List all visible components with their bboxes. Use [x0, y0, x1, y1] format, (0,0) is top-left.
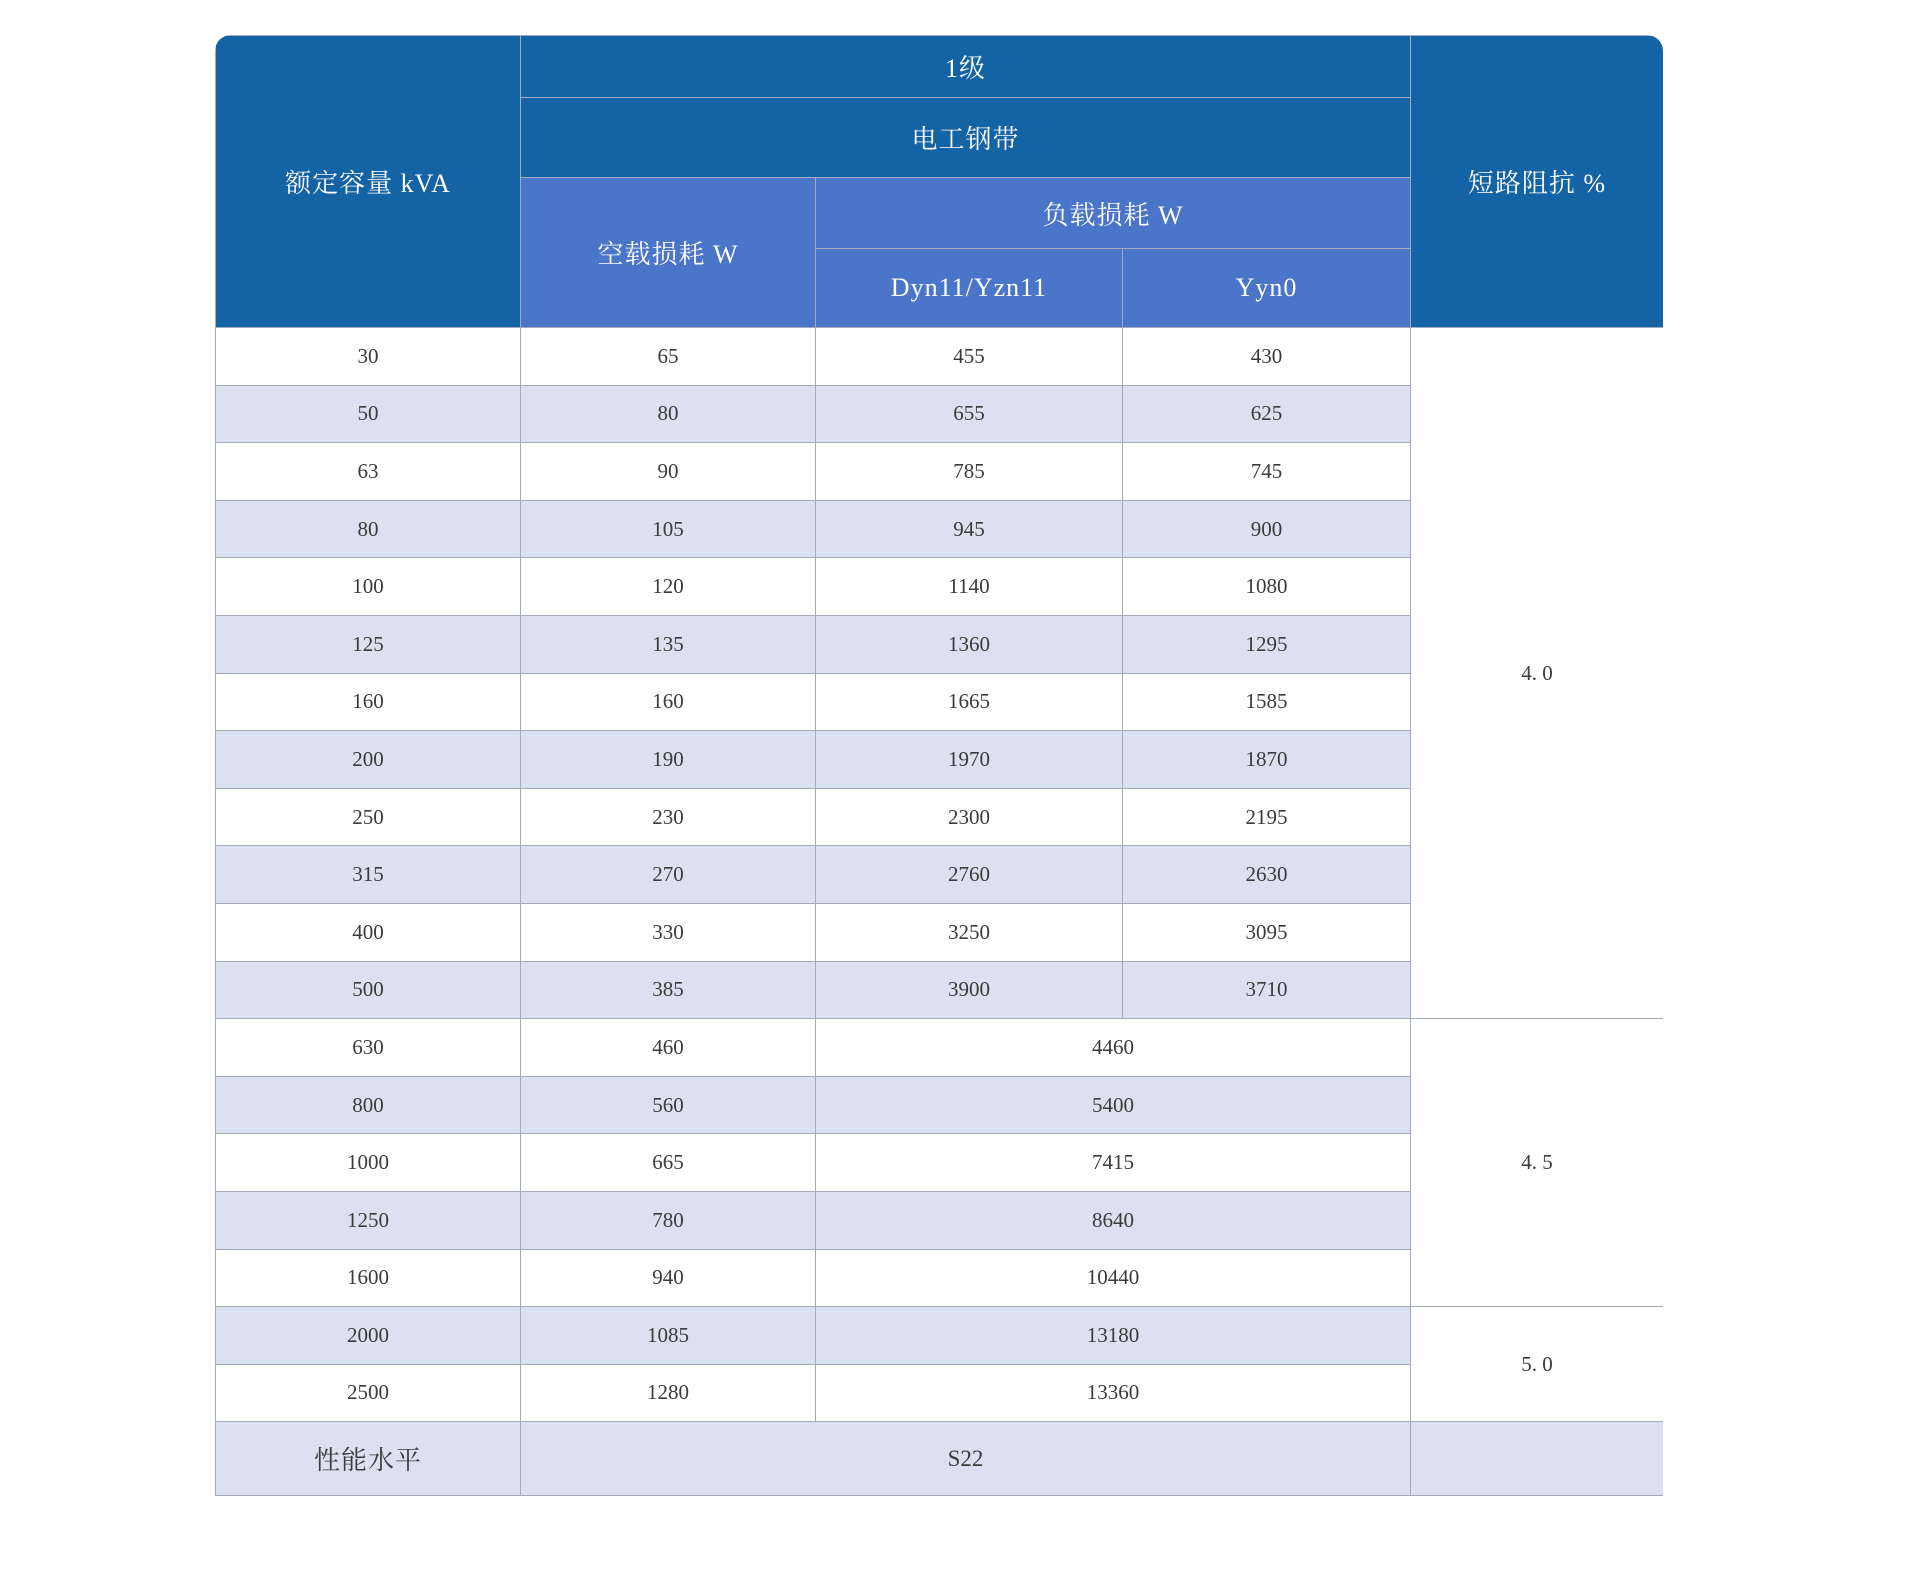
- cell-short-circuit-impedance: 4. 0: [1411, 328, 1663, 1019]
- cell-no-load-loss: 105: [521, 500, 816, 558]
- cell-no-load-loss: 190: [521, 731, 816, 789]
- performance-level-label: 性能水平: [216, 1422, 521, 1496]
- cell-load-loss-dyn11: 2760: [816, 846, 1123, 904]
- cell-load-loss-yyn0: 1585: [1123, 673, 1411, 731]
- header-efficiency-level: 1级: [521, 36, 1411, 98]
- cell-no-load-loss: 1280: [521, 1364, 816, 1422]
- cell-no-load-loss: 460: [521, 1019, 816, 1077]
- cell-load-loss-yyn0: 1080: [1123, 558, 1411, 616]
- cell-rated-capacity: 2500: [216, 1364, 521, 1422]
- cell-no-load-loss: 270: [521, 846, 816, 904]
- cell-load-loss-yyn0: 2195: [1123, 788, 1411, 846]
- cell-load-loss-yyn0: 625: [1123, 385, 1411, 443]
- cell-no-load-loss: 90: [521, 443, 816, 501]
- cell-load-loss-yyn0: 3095: [1123, 903, 1411, 961]
- cell-no-load-loss: 80: [521, 385, 816, 443]
- cell-load-loss-combined: 13180: [816, 1307, 1411, 1365]
- cell-no-load-loss: 330: [521, 903, 816, 961]
- cell-load-loss-dyn11: 455: [816, 328, 1123, 386]
- cell-no-load-loss: 65: [521, 328, 816, 386]
- cell-load-loss-yyn0: 2630: [1123, 846, 1411, 904]
- cell-load-loss-combined: 4460: [816, 1019, 1411, 1077]
- cell-load-loss-dyn11: 3900: [816, 961, 1123, 1019]
- header-dyn11-yzn11: Dyn11/Yzn11: [816, 249, 1123, 328]
- cell-rated-capacity: 50: [216, 385, 521, 443]
- cell-load-loss-dyn11: 1665: [816, 673, 1123, 731]
- performance-level-impedance-empty: [1411, 1422, 1663, 1496]
- cell-load-loss-combined: 8640: [816, 1191, 1411, 1249]
- cell-short-circuit-impedance: 5. 0: [1411, 1307, 1663, 1422]
- cell-rated-capacity: 200: [216, 731, 521, 789]
- cell-no-load-loss: 560: [521, 1076, 816, 1134]
- cell-rated-capacity: 100: [216, 558, 521, 616]
- table-row: [216, 328, 1664, 386]
- cell-rated-capacity: 1000: [216, 1134, 521, 1192]
- cell-load-loss-dyn11: 1360: [816, 615, 1123, 673]
- header-no-load-loss: 空载损耗 W: [521, 178, 816, 328]
- cell-load-loss-dyn11: 1140: [816, 558, 1123, 616]
- performance-level-row: [216, 1422, 1664, 1496]
- cell-rated-capacity: 1250: [216, 1191, 521, 1249]
- cell-rated-capacity: 500: [216, 961, 521, 1019]
- cell-load-loss-yyn0: 3710: [1123, 961, 1411, 1019]
- cell-no-load-loss: 120: [521, 558, 816, 616]
- cell-no-load-loss: 780: [521, 1191, 816, 1249]
- header-yyn0: Yyn0: [1123, 249, 1411, 328]
- table-header: [216, 36, 1664, 328]
- cell-load-loss-dyn11: 1970: [816, 731, 1123, 789]
- cell-load-loss-dyn11: 2300: [816, 788, 1123, 846]
- cell-rated-capacity: 400: [216, 903, 521, 961]
- transformer-spec-table: [215, 35, 1663, 1496]
- cell-no-load-loss: 1085: [521, 1307, 816, 1365]
- cell-no-load-loss: 385: [521, 961, 816, 1019]
- transformer-spec-table-container: [215, 35, 1663, 1496]
- cell-load-loss-dyn11: 785: [816, 443, 1123, 501]
- cell-load-loss-dyn11: 945: [816, 500, 1123, 558]
- performance-level-value: S22: [521, 1422, 1411, 1496]
- cell-rated-capacity: 2000: [216, 1307, 521, 1365]
- table-row: [216, 1019, 1664, 1077]
- cell-rated-capacity: 250: [216, 788, 521, 846]
- cell-rated-capacity: 315: [216, 846, 521, 904]
- cell-no-load-loss: 160: [521, 673, 816, 731]
- header-row-level: [216, 36, 1664, 98]
- cell-no-load-loss: 135: [521, 615, 816, 673]
- header-short-circuit-impedance: 短路阻抗 %: [1411, 36, 1663, 328]
- cell-load-loss-yyn0: 1870: [1123, 731, 1411, 789]
- cell-load-loss-dyn11: 3250: [816, 903, 1123, 961]
- cell-load-loss-yyn0: 900: [1123, 500, 1411, 558]
- cell-load-loss-yyn0: 430: [1123, 328, 1411, 386]
- cell-rated-capacity: 160: [216, 673, 521, 731]
- cell-rated-capacity: 630: [216, 1019, 521, 1077]
- cell-no-load-loss: 665: [521, 1134, 816, 1192]
- header-rated-capacity: 额定容量 kVA: [216, 36, 521, 328]
- cell-rated-capacity: 125: [216, 615, 521, 673]
- cell-rated-capacity: 80: [216, 500, 521, 558]
- table-row: [216, 1307, 1664, 1365]
- cell-load-loss-yyn0: 1295: [1123, 615, 1411, 673]
- cell-load-loss-combined: 13360: [816, 1364, 1411, 1422]
- cell-rated-capacity: 1600: [216, 1249, 521, 1307]
- cell-no-load-loss: 230: [521, 788, 816, 846]
- cell-load-loss-combined: 5400: [816, 1076, 1411, 1134]
- cell-no-load-loss: 940: [521, 1249, 816, 1307]
- header-load-loss: 负载损耗 W: [816, 178, 1411, 249]
- cell-rated-capacity: 30: [216, 328, 521, 386]
- cell-rated-capacity: 63: [216, 443, 521, 501]
- cell-load-loss-combined: 7415: [816, 1134, 1411, 1192]
- header-steel-strip: 电工钢带: [521, 98, 1411, 178]
- cell-load-loss-dyn11: 655: [816, 385, 1123, 443]
- cell-rated-capacity: 800: [216, 1076, 521, 1134]
- spec-table-body: [216, 328, 1664, 1496]
- cell-short-circuit-impedance: 4. 5: [1411, 1019, 1663, 1307]
- cell-load-loss-yyn0: 745: [1123, 443, 1411, 501]
- cell-load-loss-combined: 10440: [816, 1249, 1411, 1307]
